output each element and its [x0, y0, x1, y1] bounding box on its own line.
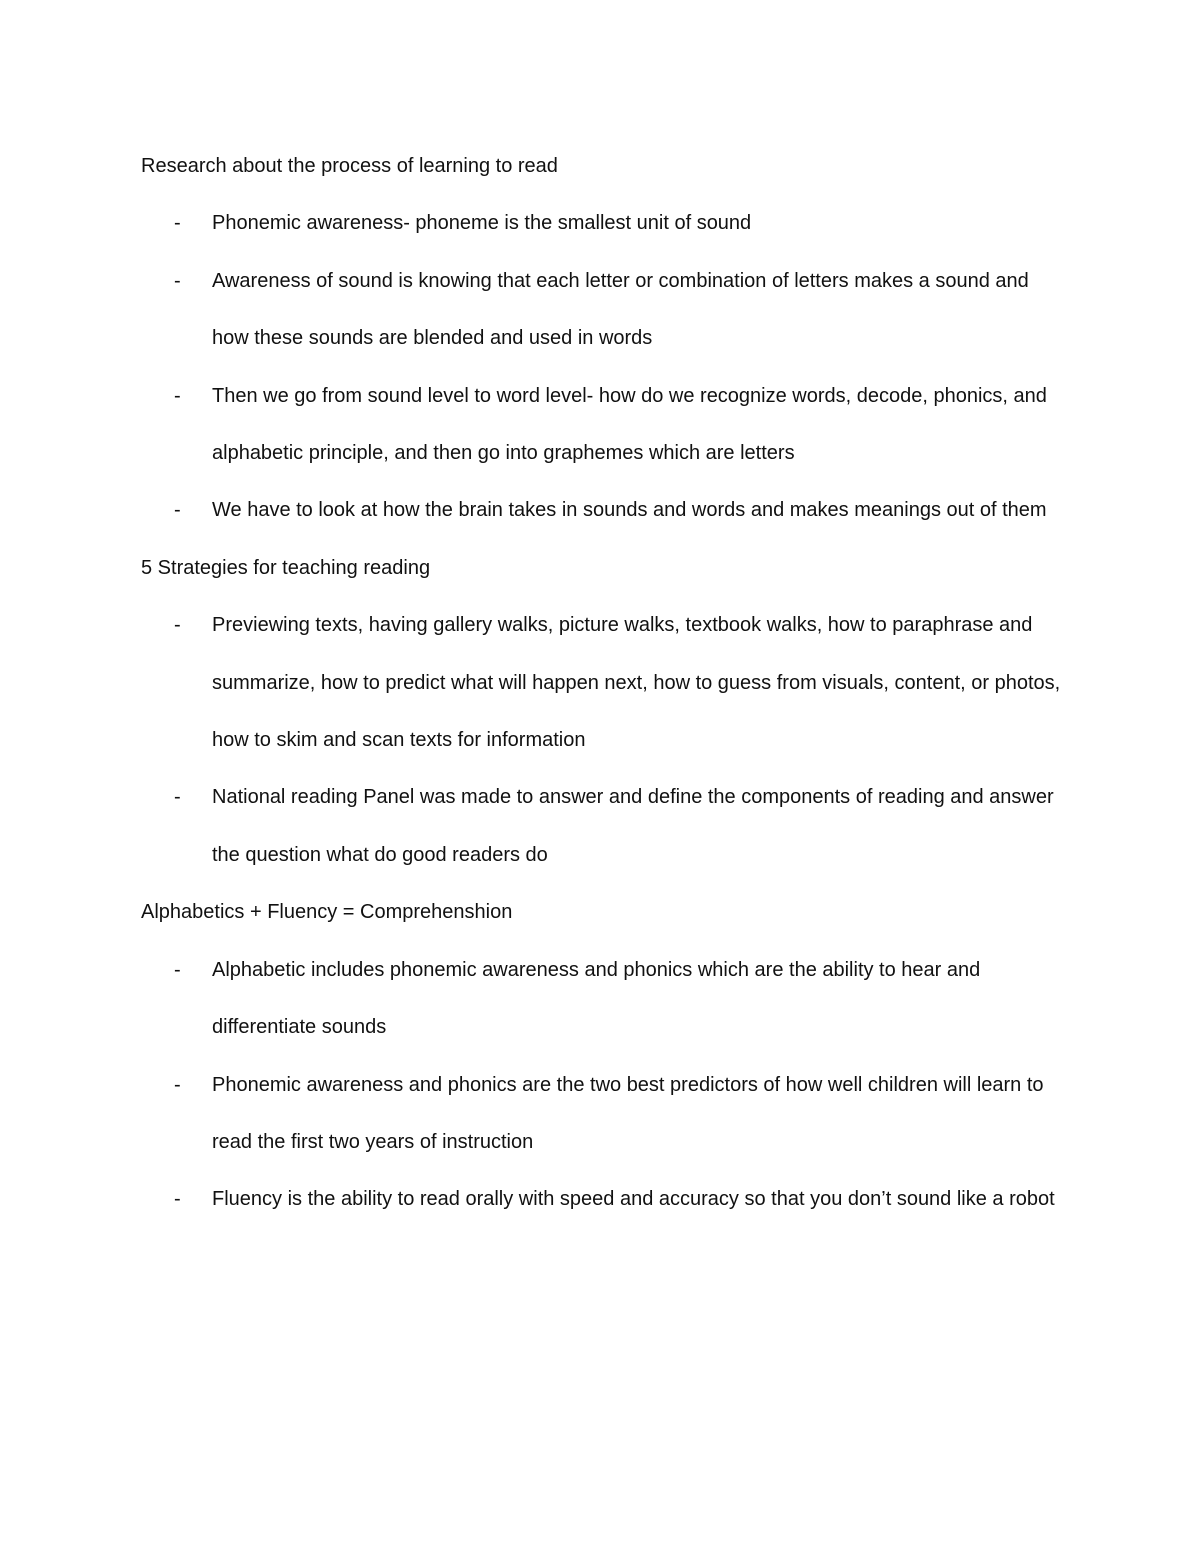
- section-strategies: [141, 540, 1071, 884]
- list-item-text: National reading Panel was made to answer and define the components of reading and answer the question what do good readers do: [212, 786, 1054, 866]
- list-item-text: Fluency is the ability to read orally with speed and accuracy so that you don’t sound like a robot: [212, 1188, 1055, 1211]
- section-heading: 5 Strategies for teaching reading: [141, 556, 431, 579]
- list-item: [141, 942, 1071, 1057]
- bullet-dash: -: [174, 499, 181, 522]
- section-heading: Alphabetics + Fluency = Comprehenshion: [141, 901, 513, 924]
- bullet-dash: -: [174, 269, 181, 292]
- bullet-list: [141, 195, 1071, 539]
- bullet-dash: -: [174, 212, 181, 235]
- list-item: [141, 1057, 1071, 1172]
- bullet-dash: -: [174, 958, 181, 981]
- bullet-list: [141, 942, 1071, 1229]
- list-item-text: Previewing texts, having gallery walks, picture walks, textbook walks, how to paraphrase and summarize, how to predict what will happen next, how to guess from visuals, content, or photos, how to skim and scan texts for information: [212, 614, 1061, 752]
- section-heading: Research about the process of learning to read: [141, 155, 558, 177]
- list-item-text: Phonemic awareness and phonics are the two best predictors of how well children will learn to read the first two years of instruction: [212, 1073, 1044, 1153]
- bullet-dash: -: [174, 1188, 181, 1211]
- list-item: [141, 1171, 1071, 1228]
- list-item: [141, 597, 1071, 769]
- document-body: [141, 138, 1071, 1229]
- bullet-dash: -: [174, 384, 181, 407]
- list-item-text: Alphabetic includes phonemic awareness and phonics which are the ability to hear and differentiate sounds: [212, 958, 981, 1039]
- list-item-text: We have to look at how the brain takes in sounds and words and makes meanings out of them: [212, 499, 1047, 522]
- list-item: [141, 769, 1071, 884]
- bullet-list: [141, 597, 1071, 884]
- list-item: [141, 253, 1071, 368]
- section-alphabetics-fluency: [141, 884, 1071, 1228]
- list-item: [141, 195, 1071, 252]
- list-item-text: Then we go from sound level to word level- how do we recognize words, decode, phonics, and alphabetic principle, and then go into graphemes which are letters: [212, 384, 1047, 465]
- list-item-text: Awareness of sound is knowing that each letter or combination of letters makes a sound and how these sounds are blended and used in words: [212, 269, 1029, 350]
- list-item-text: Phonemic awareness- phoneme is the smallest unit of sound: [212, 212, 752, 235]
- list-item: [141, 368, 1071, 483]
- bullet-dash: -: [174, 614, 181, 637]
- section-learning-to-read: [141, 138, 1071, 540]
- bullet-dash: -: [174, 1073, 181, 1096]
- list-item: [141, 482, 1071, 539]
- bullet-dash: -: [174, 786, 181, 809]
